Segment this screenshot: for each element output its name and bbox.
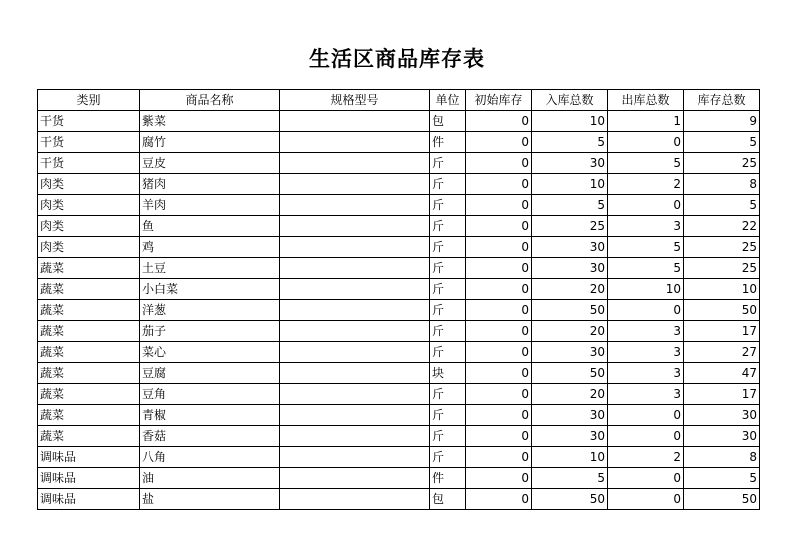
initial-stock-cell: 0 bbox=[466, 447, 532, 468]
table-row bbox=[38, 111, 760, 132]
stock-total-cell: 50 bbox=[684, 300, 760, 321]
stock-total-cell: 5 bbox=[684, 132, 760, 153]
out-total-cell: 0 bbox=[608, 195, 684, 216]
initial-stock-cell: 0 bbox=[466, 321, 532, 342]
stock-total-cell: 8 bbox=[684, 447, 760, 468]
name-cell: 豆角 bbox=[140, 384, 280, 405]
unit-cell: 斤 bbox=[430, 258, 466, 279]
out-total-cell: 0 bbox=[608, 426, 684, 447]
table-row bbox=[38, 363, 760, 384]
in-total-cell: 50 bbox=[532, 363, 608, 384]
out-total-cell: 0 bbox=[608, 468, 684, 489]
category-cell: 蔬菜 bbox=[38, 384, 140, 405]
category-cell: 蔬菜 bbox=[38, 300, 140, 321]
spec-cell bbox=[280, 384, 430, 405]
category-cell: 调味品 bbox=[38, 447, 140, 468]
name-cell: 紫菜 bbox=[140, 111, 280, 132]
out-total-cell: 3 bbox=[608, 384, 684, 405]
table-row bbox=[38, 447, 760, 468]
table-row bbox=[38, 384, 760, 405]
spec-cell bbox=[280, 279, 430, 300]
inventory-table bbox=[37, 89, 760, 510]
stock-total-cell: 9 bbox=[684, 111, 760, 132]
table-row bbox=[38, 216, 760, 237]
unit-cell: 斤 bbox=[430, 195, 466, 216]
category-cell: 肉类 bbox=[38, 195, 140, 216]
table-row bbox=[38, 174, 760, 195]
column-header-category: 类别 bbox=[38, 90, 140, 111]
unit-cell: 斤 bbox=[430, 153, 466, 174]
table-row bbox=[38, 195, 760, 216]
initial-stock-cell: 0 bbox=[466, 174, 532, 195]
initial-stock-cell: 0 bbox=[466, 258, 532, 279]
table-row bbox=[38, 300, 760, 321]
name-cell: 八角 bbox=[140, 447, 280, 468]
in-total-cell: 25 bbox=[532, 216, 608, 237]
in-total-cell: 10 bbox=[532, 111, 608, 132]
name-cell: 猪肉 bbox=[140, 174, 280, 195]
unit-cell: 斤 bbox=[430, 300, 466, 321]
unit-cell: 斤 bbox=[430, 216, 466, 237]
spec-cell bbox=[280, 300, 430, 321]
unit-cell: 斤 bbox=[430, 447, 466, 468]
name-cell: 鸡 bbox=[140, 237, 280, 258]
name-cell: 土豆 bbox=[140, 258, 280, 279]
initial-stock-cell: 0 bbox=[466, 468, 532, 489]
category-cell: 蔬菜 bbox=[38, 279, 140, 300]
stock-total-cell: 47 bbox=[684, 363, 760, 384]
stock-total-cell: 10 bbox=[684, 279, 760, 300]
out-total-cell: 10 bbox=[608, 279, 684, 300]
spec-cell bbox=[280, 216, 430, 237]
column-header-initial: 初始库存 bbox=[466, 90, 532, 111]
initial-stock-cell: 0 bbox=[466, 300, 532, 321]
name-cell: 盐 bbox=[140, 489, 280, 510]
name-cell: 茄子 bbox=[140, 321, 280, 342]
unit-cell: 件 bbox=[430, 468, 466, 489]
spec-cell bbox=[280, 363, 430, 384]
unit-cell: 斤 bbox=[430, 321, 466, 342]
column-header-out: 出库总数 bbox=[608, 90, 684, 111]
in-total-cell: 10 bbox=[532, 174, 608, 195]
stock-total-cell: 5 bbox=[684, 468, 760, 489]
table-body bbox=[38, 111, 760, 510]
category-cell: 干货 bbox=[38, 111, 140, 132]
spec-cell bbox=[280, 468, 430, 489]
stock-total-cell: 27 bbox=[684, 342, 760, 363]
initial-stock-cell: 0 bbox=[466, 237, 532, 258]
initial-stock-cell: 0 bbox=[466, 216, 532, 237]
in-total-cell: 50 bbox=[532, 300, 608, 321]
out-total-cell: 3 bbox=[608, 216, 684, 237]
spec-cell bbox=[280, 405, 430, 426]
name-cell: 腐竹 bbox=[140, 132, 280, 153]
out-total-cell: 2 bbox=[608, 174, 684, 195]
initial-stock-cell: 0 bbox=[466, 405, 532, 426]
column-header-name: 商品名称 bbox=[140, 90, 280, 111]
stock-total-cell: 22 bbox=[684, 216, 760, 237]
out-total-cell: 5 bbox=[608, 153, 684, 174]
spec-cell bbox=[280, 489, 430, 510]
table-row bbox=[38, 132, 760, 153]
initial-stock-cell: 0 bbox=[466, 342, 532, 363]
out-total-cell: 5 bbox=[608, 258, 684, 279]
spec-cell bbox=[280, 153, 430, 174]
spec-cell bbox=[280, 195, 430, 216]
column-header-spec: 规格型号 bbox=[280, 90, 430, 111]
table-row bbox=[38, 468, 760, 489]
out-total-cell: 5 bbox=[608, 237, 684, 258]
in-total-cell: 20 bbox=[532, 279, 608, 300]
stock-total-cell: 17 bbox=[684, 384, 760, 405]
spec-cell bbox=[280, 426, 430, 447]
spec-cell bbox=[280, 321, 430, 342]
page-title: 生活区商品库存表 bbox=[309, 46, 485, 71]
category-cell: 蔬菜 bbox=[38, 321, 140, 342]
spec-cell bbox=[280, 342, 430, 363]
stock-total-cell: 8 bbox=[684, 174, 760, 195]
category-cell: 肉类 bbox=[38, 237, 140, 258]
category-cell: 干货 bbox=[38, 153, 140, 174]
stock-total-cell: 5 bbox=[684, 195, 760, 216]
name-cell: 青椒 bbox=[140, 405, 280, 426]
out-total-cell: 0 bbox=[608, 405, 684, 426]
in-total-cell: 5 bbox=[532, 132, 608, 153]
name-cell: 羊肉 bbox=[140, 195, 280, 216]
category-cell: 蔬菜 bbox=[38, 363, 140, 384]
unit-cell: 斤 bbox=[430, 384, 466, 405]
category-cell: 肉类 bbox=[38, 216, 140, 237]
in-total-cell: 5 bbox=[532, 195, 608, 216]
table-row bbox=[38, 342, 760, 363]
category-cell: 蔬菜 bbox=[38, 405, 140, 426]
table-row bbox=[38, 405, 760, 426]
in-total-cell: 5 bbox=[532, 468, 608, 489]
unit-cell: 斤 bbox=[430, 342, 466, 363]
stock-total-cell: 50 bbox=[684, 489, 760, 510]
name-cell: 豆皮 bbox=[140, 153, 280, 174]
table-row bbox=[38, 258, 760, 279]
out-total-cell: 2 bbox=[608, 447, 684, 468]
stock-total-cell: 25 bbox=[684, 153, 760, 174]
spec-cell bbox=[280, 447, 430, 468]
unit-cell: 件 bbox=[430, 132, 466, 153]
name-cell: 豆腐 bbox=[140, 363, 280, 384]
name-cell: 香菇 bbox=[140, 426, 280, 447]
name-cell: 油 bbox=[140, 468, 280, 489]
header-row bbox=[38, 90, 760, 111]
in-total-cell: 20 bbox=[532, 321, 608, 342]
initial-stock-cell: 0 bbox=[466, 279, 532, 300]
column-header-stock: 库存总数 bbox=[684, 90, 760, 111]
in-total-cell: 10 bbox=[532, 447, 608, 468]
unit-cell: 包 bbox=[430, 489, 466, 510]
category-cell: 肉类 bbox=[38, 174, 140, 195]
initial-stock-cell: 0 bbox=[466, 195, 532, 216]
unit-cell: 斤 bbox=[430, 174, 466, 195]
stock-total-cell: 25 bbox=[684, 258, 760, 279]
column-header-unit: 单位 bbox=[430, 90, 466, 111]
in-total-cell: 30 bbox=[532, 342, 608, 363]
out-total-cell: 3 bbox=[608, 321, 684, 342]
stock-total-cell: 17 bbox=[684, 321, 760, 342]
table-row bbox=[38, 279, 760, 300]
spec-cell bbox=[280, 111, 430, 132]
initial-stock-cell: 0 bbox=[466, 426, 532, 447]
out-total-cell: 0 bbox=[608, 132, 684, 153]
out-total-cell: 3 bbox=[608, 342, 684, 363]
name-cell: 鱼 bbox=[140, 216, 280, 237]
table-row bbox=[38, 489, 760, 510]
category-cell: 蔬菜 bbox=[38, 258, 140, 279]
stock-total-cell: 30 bbox=[684, 405, 760, 426]
table-row bbox=[38, 321, 760, 342]
table-row bbox=[38, 153, 760, 174]
in-total-cell: 30 bbox=[532, 405, 608, 426]
category-cell: 蔬菜 bbox=[38, 342, 140, 363]
initial-stock-cell: 0 bbox=[466, 111, 532, 132]
table-row bbox=[38, 426, 760, 447]
spec-cell bbox=[280, 258, 430, 279]
unit-cell: 斤 bbox=[430, 237, 466, 258]
out-total-cell: 0 bbox=[608, 489, 684, 510]
category-cell: 调味品 bbox=[38, 468, 140, 489]
in-total-cell: 20 bbox=[532, 384, 608, 405]
initial-stock-cell: 0 bbox=[466, 363, 532, 384]
initial-stock-cell: 0 bbox=[466, 153, 532, 174]
in-total-cell: 50 bbox=[532, 489, 608, 510]
stock-total-cell: 30 bbox=[684, 426, 760, 447]
category-cell: 蔬菜 bbox=[38, 426, 140, 447]
column-header-in: 入库总数 bbox=[532, 90, 608, 111]
category-cell: 干货 bbox=[38, 132, 140, 153]
spec-cell bbox=[280, 132, 430, 153]
in-total-cell: 30 bbox=[532, 237, 608, 258]
initial-stock-cell: 0 bbox=[466, 489, 532, 510]
unit-cell: 斤 bbox=[430, 426, 466, 447]
stock-total-cell: 25 bbox=[684, 237, 760, 258]
out-total-cell: 3 bbox=[608, 363, 684, 384]
name-cell: 洋葱 bbox=[140, 300, 280, 321]
out-total-cell: 0 bbox=[608, 300, 684, 321]
name-cell: 小白菜 bbox=[140, 279, 280, 300]
spec-cell bbox=[280, 237, 430, 258]
unit-cell: 斤 bbox=[430, 279, 466, 300]
spec-cell bbox=[280, 174, 430, 195]
in-total-cell: 30 bbox=[532, 153, 608, 174]
in-total-cell: 30 bbox=[532, 258, 608, 279]
unit-cell: 块 bbox=[430, 363, 466, 384]
category-cell: 调味品 bbox=[38, 489, 140, 510]
name-cell: 菜心 bbox=[140, 342, 280, 363]
unit-cell: 斤 bbox=[430, 405, 466, 426]
initial-stock-cell: 0 bbox=[466, 132, 532, 153]
initial-stock-cell: 0 bbox=[466, 384, 532, 405]
table-row bbox=[38, 237, 760, 258]
in-total-cell: 30 bbox=[532, 426, 608, 447]
unit-cell: 包 bbox=[430, 111, 466, 132]
out-total-cell: 1 bbox=[608, 111, 684, 132]
